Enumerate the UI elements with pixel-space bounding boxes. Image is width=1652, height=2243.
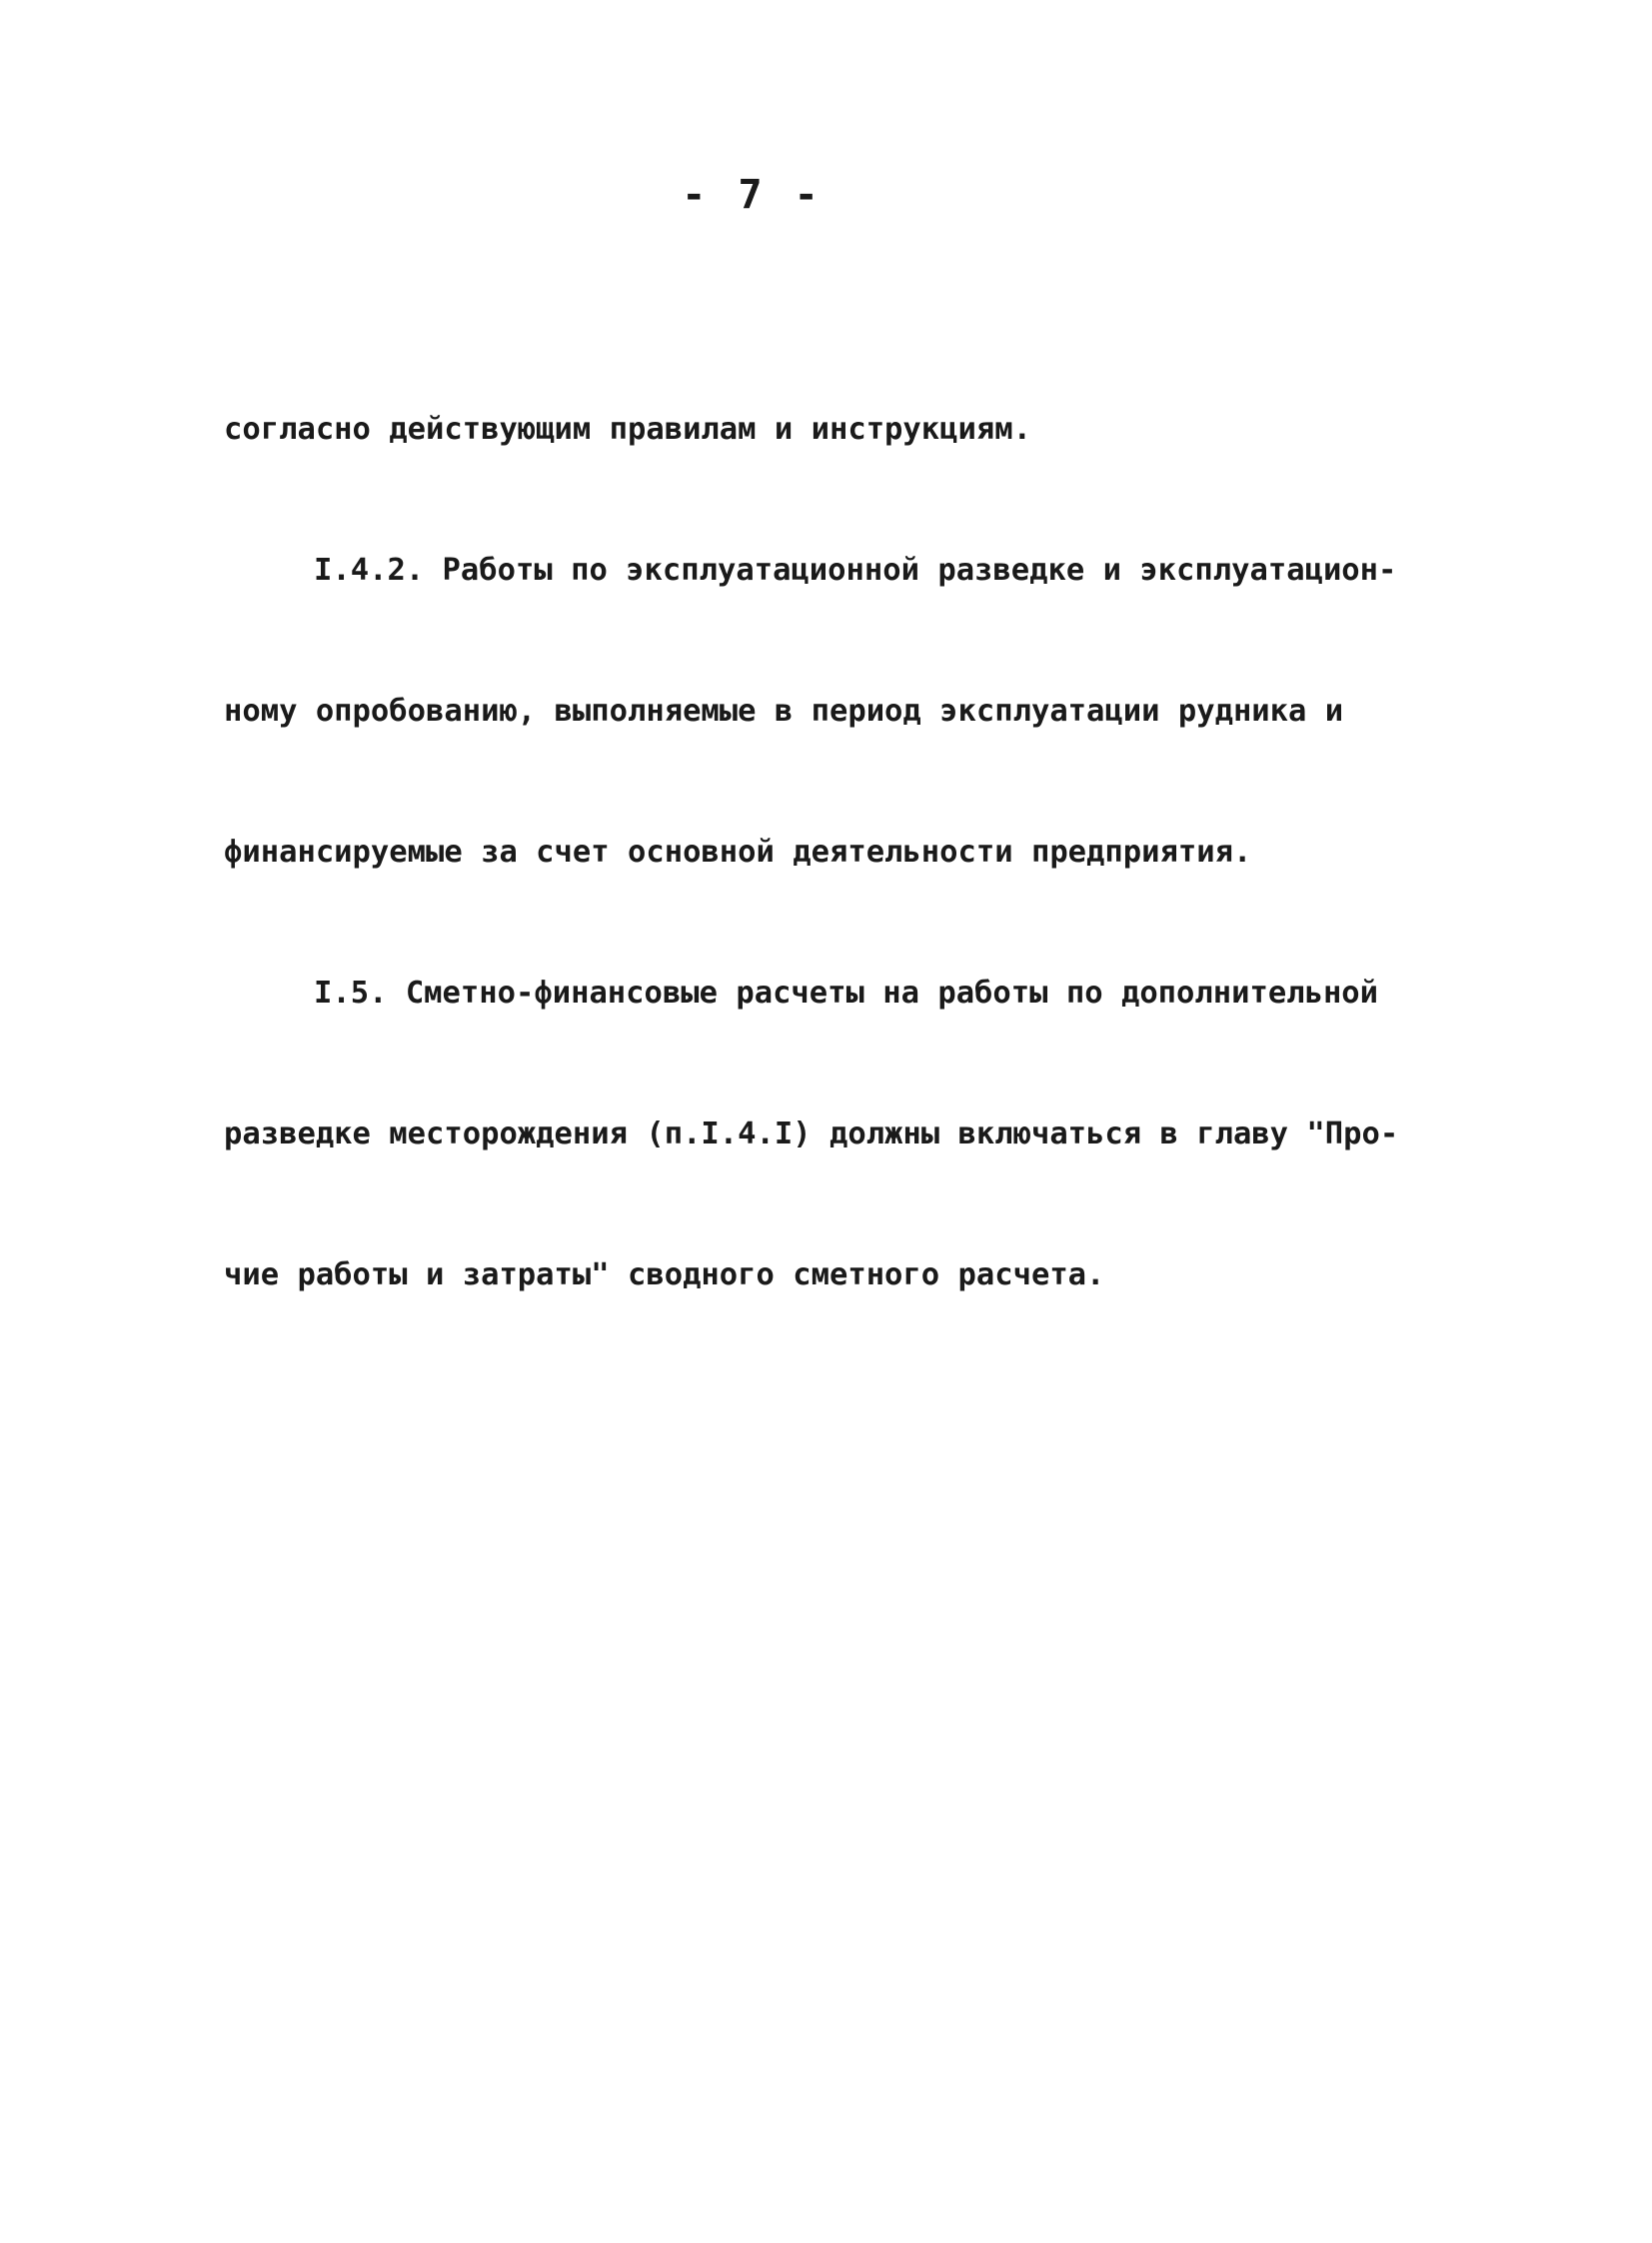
text-line: ному опробованию, выполняемые в период эксплуатации рудника и bbox=[224, 694, 1344, 729]
text-line: чие работы и затраты" сводного сметного расчета. bbox=[224, 1257, 1105, 1292]
text-line-paragraph-1-4-2: I.4.2. Работы по эксплуатационной разведке и эксплуатацион- bbox=[314, 553, 1397, 588]
page-number: - 7 - bbox=[682, 172, 823, 218]
text-line-paragraph-1-5: I.5. Сметно-финансовые расчеты на работы по дополнительной bbox=[314, 976, 1379, 1011]
text-line: разведке месторождения (п.I.4.I) должны включаться в главу "Про- bbox=[224, 1117, 1399, 1151]
text-line: согласно действующим правилам и инструкциям. bbox=[224, 412, 1031, 447]
text-line: финансируемые за счет основной деятельности предприятия. bbox=[224, 835, 1252, 870]
body-text bbox=[224, 312, 1453, 1392]
